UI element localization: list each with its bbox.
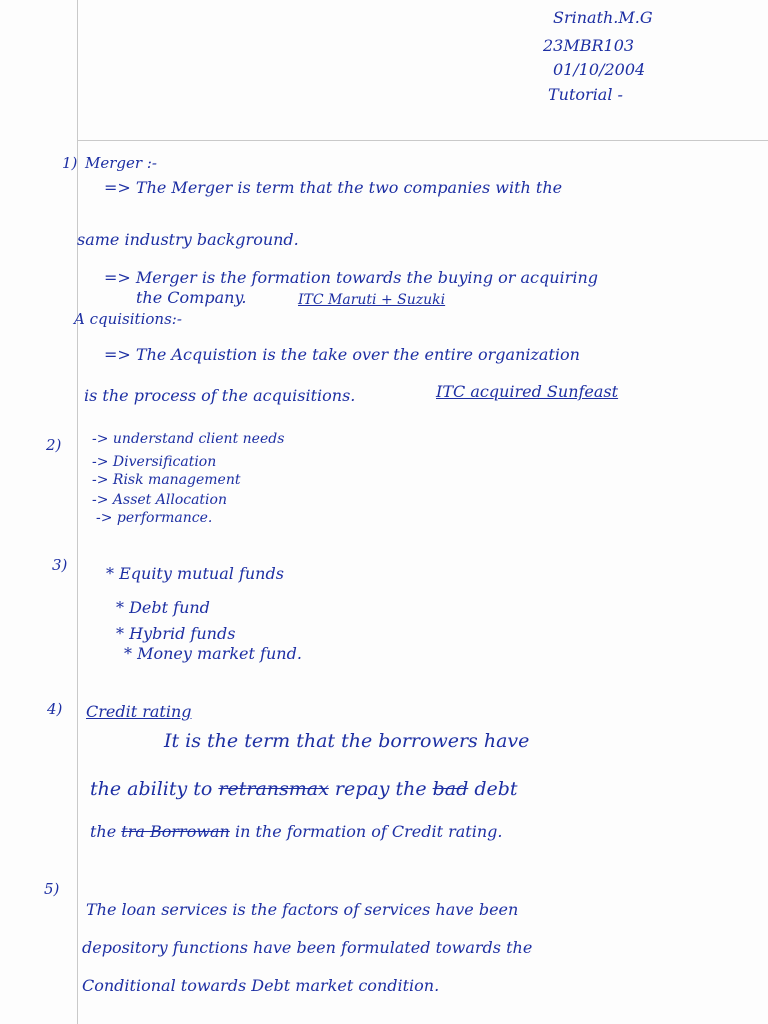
acquisitions-title: A cquisitions:- bbox=[74, 310, 182, 328]
q3-number: 3) bbox=[52, 556, 68, 574]
q4-number: 4) bbox=[47, 700, 63, 718]
q4-line2 bbox=[90, 778, 518, 800]
q4-line3-struck: tra Borrowan bbox=[121, 822, 230, 841]
q2-item-5: -> performance. bbox=[96, 510, 213, 526]
q4-line2-struck2: bad bbox=[432, 778, 469, 800]
q4-line2-part1: the ability to bbox=[90, 778, 213, 800]
q3-item-2: * Debt fund bbox=[116, 598, 210, 617]
q2-item-1: -> understand client needs bbox=[92, 431, 285, 447]
q1-line5: => The Acquistion is the take over the entire organization bbox=[104, 345, 580, 364]
roll-number: 23MBR103 bbox=[543, 36, 635, 55]
q3-item-4: * Money market fund. bbox=[124, 644, 302, 663]
q3-item-3: * Hybrid funds bbox=[116, 624, 236, 643]
q2-item-2: -> Diversification bbox=[92, 454, 217, 470]
q4-title: Credit rating bbox=[86, 702, 192, 721]
q3-item-1: * Equity mutual funds bbox=[106, 564, 284, 583]
q4-line2-part3: debt bbox=[474, 778, 518, 800]
q5-line2: depository functions have been formulated towards the bbox=[82, 938, 533, 957]
q1-example2: ITC acquired Sunfeast bbox=[436, 382, 619, 401]
student-name: Srinath.M.G bbox=[553, 8, 653, 27]
date: 01/10/2004 bbox=[553, 60, 646, 79]
q1-example1: ITC Maruti + Suzuki bbox=[298, 292, 446, 308]
q2-item-3: -> Risk management bbox=[92, 472, 241, 488]
q4-line1: It is the term that the borrowers have bbox=[164, 730, 530, 752]
q5-line3: Conditional towards Debt market condition. bbox=[82, 976, 440, 995]
q1-line4: the Company. bbox=[136, 288, 247, 307]
q1-number: 1) bbox=[62, 154, 78, 172]
header-rule bbox=[77, 140, 768, 141]
q2-number: 2) bbox=[46, 436, 62, 454]
q5-number: 5) bbox=[44, 880, 60, 898]
assignment-type: Tutorial - bbox=[548, 85, 623, 104]
q1-line6: is the process of the acquisitions. bbox=[84, 386, 356, 405]
q4-line3-part1: the bbox=[90, 822, 117, 841]
q5-line1: The loan services is the factors of services have been bbox=[86, 900, 519, 919]
q4-line3-part2: in the formation of Credit rating. bbox=[234, 822, 503, 841]
q4-line2-part2: repay the bbox=[334, 778, 427, 800]
q2-item-4: -> Asset Allocation bbox=[92, 492, 227, 508]
q1-title: Merger :- bbox=[85, 154, 157, 172]
q1-line1: => The Merger is term that the two companies with the bbox=[104, 178, 563, 197]
q4-line2-struck: retransmax bbox=[218, 778, 329, 800]
q4-line3 bbox=[90, 822, 502, 841]
q1-line2: same industry background. bbox=[77, 230, 299, 249]
q1-line3: => Merger is the formation towards the buying or acquiring bbox=[104, 268, 598, 287]
